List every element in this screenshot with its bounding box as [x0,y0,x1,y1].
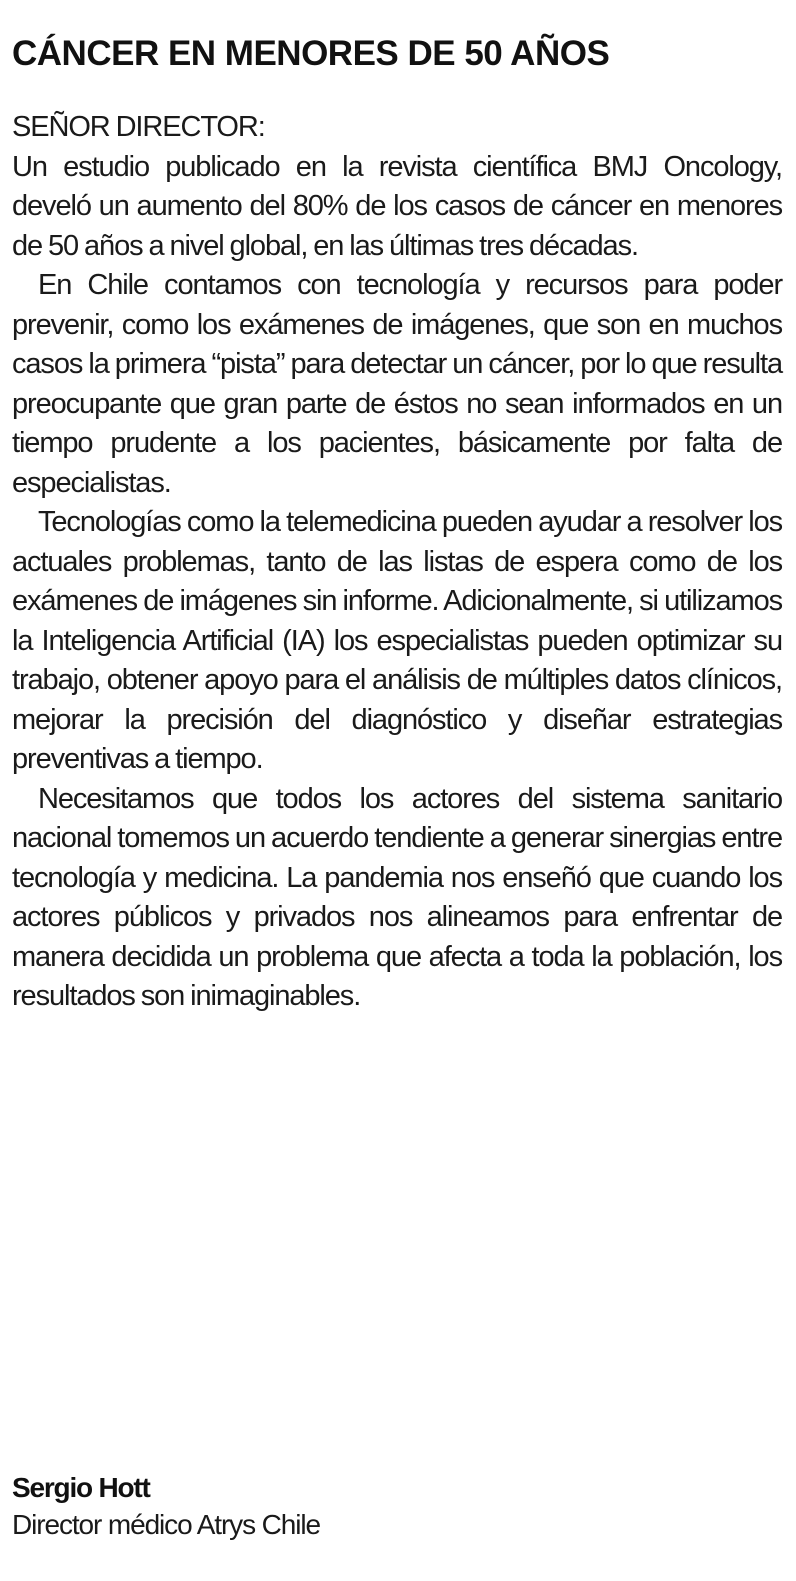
headline: CÁNCER EN MENORES DE 50 AÑOS [12,34,610,73]
paragraph: Necesitamos que todos los actores del sistema sanitario nacional tomemos un acuerdo tendiente a generar sinergias entre tecnología y medicina. La pandemia nos enseñó que cuando los actores públicos y privados nos alineamos para enfrentar de manera decidida un problema que afecta a toda la población, los resultados son inimaginables. [12,782,782,1012]
letter-article [12,30,782,1017]
signature-block [12,1470,782,1544]
paragraph: Tecnologías como la telemedicina pueden ayudar a resolver los actuales problemas, tanto de las listas de espera como de los exámenes de imágenes sin informe. Adicionalmente, si utilizamos la Inteligencia Artificial (IA) los especialistas pueden optimizar su trabajo, obtener apoyo para el análisis de múltiples datos clínicos, mejorar la precisión del diagnóstico y diseñar estrategias preventivas a tiempo. [12,506,782,775]
author-name: Sergio Hott [12,1472,150,1503]
author-role: Director médico Atrys Chile [12,1509,320,1540]
paragraph: Un estudio publicado en la revista científica BMJ Oncology, develó un aumento del 80% de los casos de cáncer en menores de 50 años a nivel global, en las últimas tres décadas. [12,150,782,262]
paragraph: En Chile contamos con tecnología y recursos para poder prevenir, como los exámenes de imágenes, que son en muchos casos la primera “pista” para detectar un cáncer, por lo que resulta preocupante que gran parte de éstos no sean informados en un tiempo prudente a los pacientes, básicamente por falta de especialistas. [12,269,782,499]
salutation: SEÑOR DIRECTOR: [12,111,265,143]
letter-body [12,108,782,1017]
